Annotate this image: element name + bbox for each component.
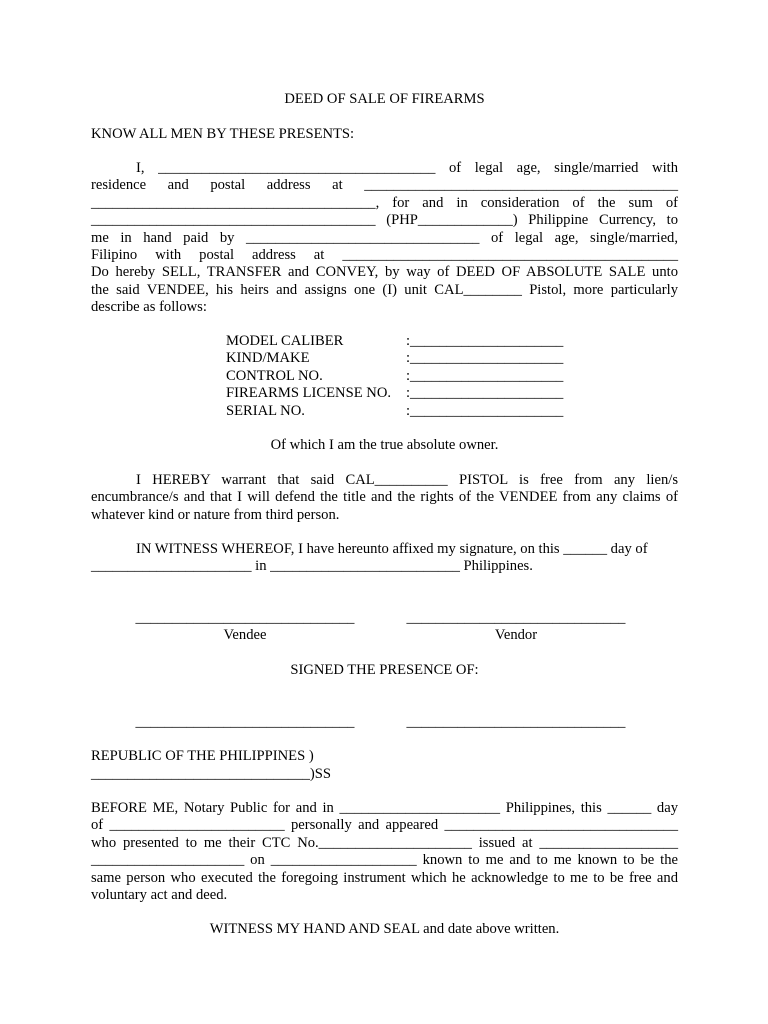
vendor-label: Vendor (494, 627, 538, 644)
paragraph-line: of ________________________ personally and appeared ________________________________ (91, 817, 678, 834)
paragraph-line: I, ______________________________________ of legal age, single/married with (136, 160, 678, 176)
detail-blank: :_____________________ (406, 333, 564, 349)
witness-one-signature-line: ______________________________ (135, 714, 355, 730)
paragraph-line: IN WITNESS WHEREOF, I have hereunto affixed my signature, on this ______ day of (136, 541, 648, 557)
detail-row-serial-no (226, 403, 563, 420)
vendee-label: Vendee (223, 627, 267, 644)
detail-blank: :_____________________ (406, 385, 564, 402)
detail-label: MODEL CALIBER (226, 333, 344, 349)
paragraph-line: _____________________ on ____________________ known to me and to me known to be the (91, 852, 678, 869)
firearm-details-list (226, 333, 563, 420)
republic-line: REPUBLIC OF THE PHILIPPINES ) (91, 748, 314, 764)
detail-label: FIREARMS LICENSE NO. (226, 385, 392, 402)
paragraph-line: the said VENDEE, his heirs and assigns one (I) unit CAL________ Pistol, more particularly (91, 281, 678, 298)
vendor-paragraph (91, 160, 678, 317)
paragraph-line: Do hereby SELL, TRANSFER and CONVEY, by way of DEED OF ABSOLUTE SALE unto (91, 264, 678, 281)
paragraph-line: describe as follows: (91, 299, 207, 316)
paragraph-line: encumbrance/s and that I will defend the title and the rights of the VENDEE from any claims of (91, 489, 678, 506)
paragraph-line: _______________________________________, for and in consideration of the sum of (91, 194, 678, 211)
paragraph-line: whatever kind or nature from third person. (91, 506, 340, 523)
paragraph-line: voluntary act and deed. (91, 887, 228, 904)
detail-row-license-no (226, 385, 563, 402)
detail-blank: :_____________________ (406, 402, 564, 419)
paragraph-line: BEFORE ME, Notary Public for and in ______________________ Philippines, this ______ day (91, 800, 678, 816)
witness-heading: SIGNED THE PRESENCE OF: (290, 662, 479, 678)
detail-label: SERIAL NO. (226, 402, 305, 419)
detail-row-kind-make (226, 350, 563, 367)
notary-paragraph (91, 800, 678, 904)
detail-label: KIND/MAKE (226, 350, 310, 367)
closing-line: WITNESS MY HAND AND SEAL and date above written. (209, 921, 560, 937)
paragraph-line: _______________________________________ (PHP_____________) Philippine Currency, to (91, 212, 678, 229)
paragraph-line: Filipino with postal address at ______________________________________________ (91, 247, 678, 264)
paragraph-line: who presented to me their CTC No._____________________ issued at ___________________ (91, 834, 678, 851)
paragraph-line: me in hand paid by ________________________________ of legal age, single/married, (91, 229, 678, 246)
paragraph-line: ______________________ in __________________________ Philippines. (91, 558, 533, 575)
detail-blank: :_____________________ (406, 367, 564, 384)
warranty-paragraph (91, 472, 678, 524)
owner-statement: Of which I am the true absolute owner. (270, 437, 499, 453)
signature-line: ______________________________ (406, 610, 626, 626)
detail-blank: :_____________________ (406, 350, 564, 367)
paragraph-line: residence and postal address at ___________________________________________ (91, 177, 678, 194)
detail-row-model-caliber (226, 333, 563, 350)
vendee-signature-block (134, 610, 356, 645)
vendor-signature-block (405, 610, 627, 645)
detail-row-control-no (226, 368, 563, 385)
paragraph-line: same person who executed the foregoing instrument which he acknowledge to me to be free and (91, 869, 678, 886)
paragraph-line: I HEREBY warrant that said CAL__________ PISTOL is free from any lien/s (136, 472, 678, 488)
witness-paragraph (91, 541, 678, 576)
signature-line: ______________________________ (135, 610, 355, 626)
detail-label: CONTROL NO. (226, 367, 323, 384)
opening-line: KNOW ALL MEN BY THESE PRESENTS: (91, 126, 355, 142)
witness-two-signature-line: ______________________________ (406, 714, 626, 730)
ss-line: ______________________________)SS (91, 766, 331, 782)
document-title: DEED OF SALE OF FIREARMS (284, 91, 485, 107)
